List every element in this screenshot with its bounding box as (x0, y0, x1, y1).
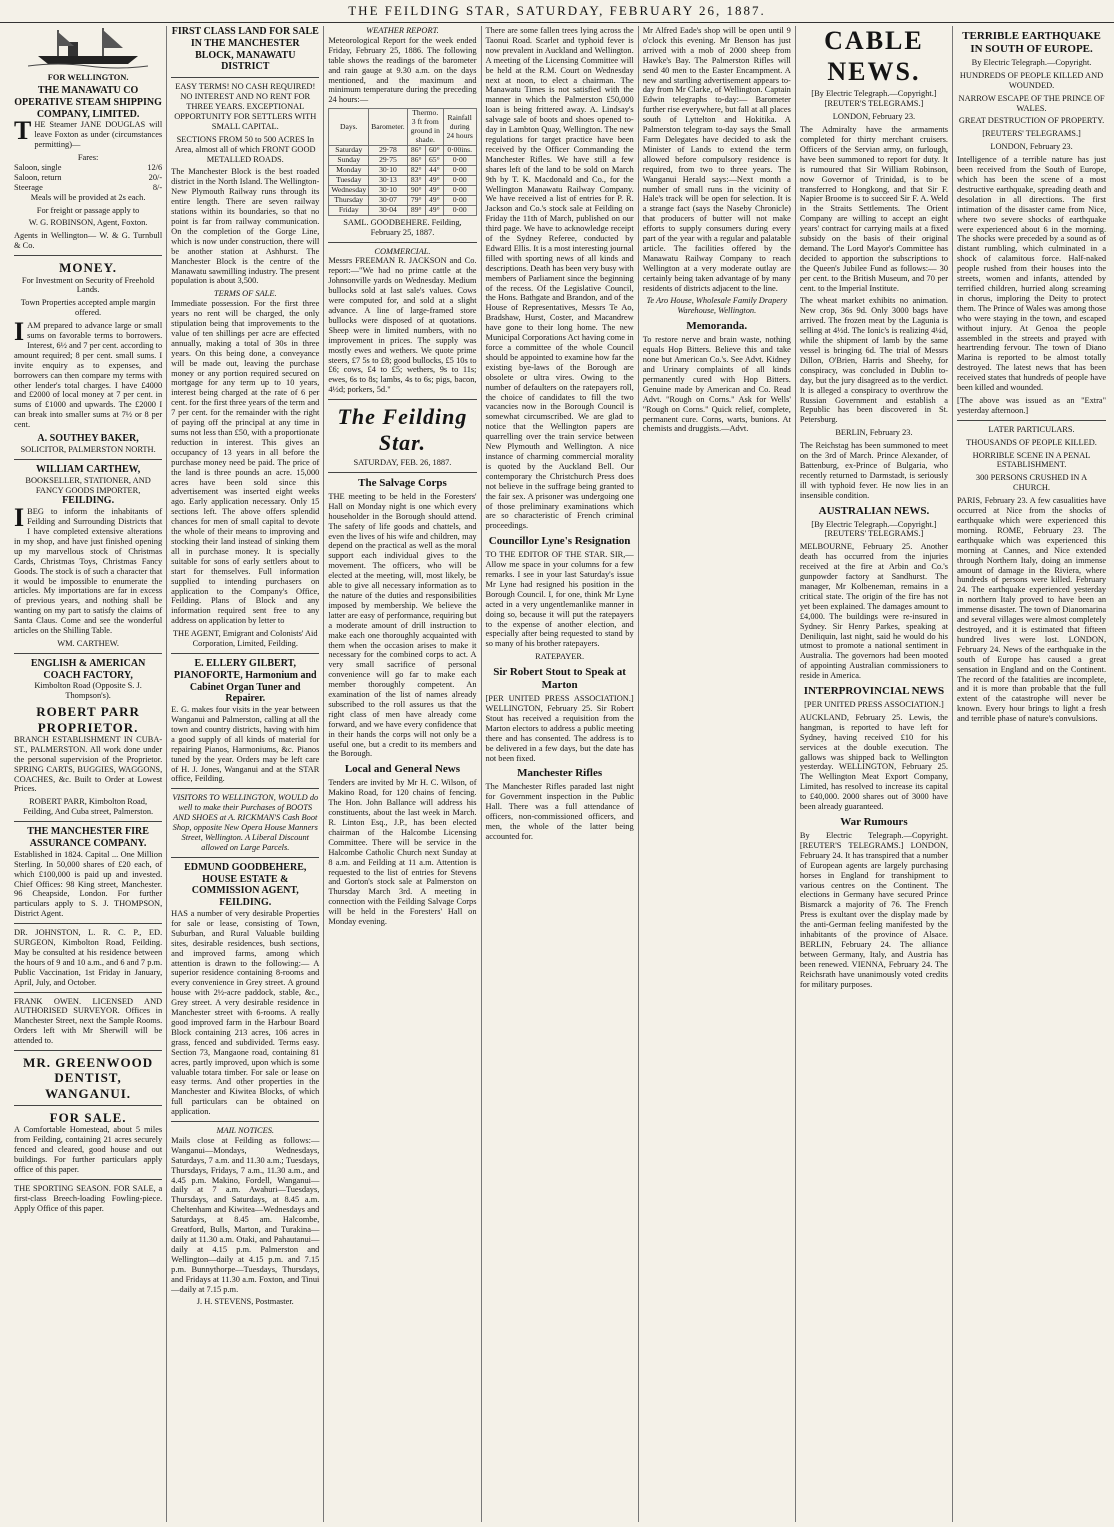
gilbert-heading: E. ELLERY GILBERT, PIANOFORTE, Harmonium and Cabinet Organ Tuner and Repairer. (173, 657, 317, 705)
weather-cell: 30·13 (369, 175, 408, 185)
parr-text: BRANCH ESTABLISHMENT IN CUBA-ST., PALMERSTON. All work done under the personal supervision of the Proprietor. SPRING CARTS, BUGGIES, WAGGONS, COACHES, &c. Built to Order at Lowest Prices. (14, 734, 163, 794)
cable-text: The Admiralty have the armaments completed for thirty merchant cruisers. Officers of the Servian army, on furlough, have been summoned to report for duty. It is rumoured that Sir William Robinson, now Governor of Trinidad, is to be transferred to Hongkong, and that Sir F. Napier Broome is to succeed Sir F. A. Weld in the Straits Settlements. The Orient Company are willing to accept an eight years' contract for carrying mails at a fixed subsidy on the basis of their original demand. The Lord Mayor's Committee has decided to apportion the subscriptions to the Queen's Jubilee Fund as follows:— 30 per cent. to the British Museum, and 70 per cent. to the Imperial Institute. (799, 125, 949, 293)
johnston-ad: DR. JOHNSTON, L. R. C. P., ED. SURGEON, Kimbolton Road, Feilding. May be consulted at his residence between the hours of 9 and 10 a.m., and 6 and 7 p.m. Public Vaccination, 1st Friday in January, April, July, and October. (14, 928, 163, 987)
town-props: Town Properties accepted ample margin offered. (20, 298, 156, 318)
carthew-text: IBEG to inform the inhabitants of Feilding and Surrounding Districts that I have completed extensive alterations in my shop, and have just finished opening up my marvellous stock of Christmas Cards, Christmas Toys, Christmas Fancy Goods. The stock is of such a character that it would be impossible to enumerate the articles. My importations are far in excess of previous years, and nothing shall be wanting on my part to satisfy the claims of Santa Claus. Come and see the wonderful articles on the Shilling Table. (14, 503, 163, 636)
fare-row: Saloon, return 20/- (14, 172, 163, 182)
weather-signature: SAML. GOODBEHERE. Feilding, February 25, 1887. (343, 217, 462, 237)
agent-address: THE AGENT, Emigrant and Colonists' Aid Corporation, Limited, Feilding. (172, 629, 318, 649)
parr-heading: ROBERT PARR PROPRIETOR. (36, 704, 140, 735)
column-2 (167, 26, 324, 1522)
australian-heading: AUSTRALIAN NEWS. (818, 504, 930, 517)
column-1 (10, 26, 167, 1522)
fire-text: Established in 1824. Capital ... One Million Sterling. In 50,000 shares of £20 each, of which £100,000 is paid up and invested. Chief Offices: 98 King street, Manchester. 96 Cheapside, London. For further particulars apply to S. J. THOMPSON, District Agent. (14, 849, 163, 919)
later-deck: THOUSANDS OF PEOPLE KILLED. (966, 437, 1097, 447)
weather-cell: Friday (329, 205, 369, 215)
cable-heading: CABLE NEWS. (824, 26, 924, 86)
greenwood-ad: MR. GREENWOOD DENTIST, WANGANUI. (23, 1055, 154, 1101)
terms-heading: TERMS OF SALE. (213, 289, 277, 299)
weather-rows (329, 146, 476, 216)
weather-cell: 89° (407, 205, 425, 215)
weather-cell: 90° (407, 185, 425, 195)
mail-heading: MAIL NOTICES. (216, 1126, 275, 1136)
ship-icon (14, 26, 162, 70)
sale-text: A Comfortable Homestead, about 5 miles from Feilding, containing 21 acres securely fenced and cleared, good house and out buildings. For further particulars apply office of this paper. (14, 1125, 163, 1175)
weather-cell: 49° (425, 205, 443, 215)
land-heading: FIRST CLASS LAND FOR SALE IN THE MANCHESTER BLOCK, MANAWATU DISTRICT (171, 26, 319, 73)
earthquake-source: [REUTERS' TELEGRAMS.] (982, 129, 1081, 139)
meals-note: Meals will be provided at 2s each. (30, 192, 146, 202)
paper-date: SATURDAY, FEB. 26, 1887. (353, 458, 452, 468)
drop-cap: T (14, 116, 32, 146)
weather-cell: 49° (425, 195, 443, 205)
sale-heading: FOR SALE. (49, 1110, 127, 1126)
weather-row (329, 185, 476, 195)
owen-ad: FRANK OWEN. LICENSED AND AUTHORISED SURVEYOR. Offices in Manchester Street, next the Sample Rooms. Orders left with Mr Sherwill will be attended to. (14, 996, 163, 1046)
salvage-heading: The Salvage Corps (358, 476, 447, 489)
lyne-heading: Councillor Lyne's Resignation (488, 535, 631, 548)
later-text: PARIS, February 23. A few casualities have occurred at Nice from the shocks of earthquake which were experienced this morning. ROME, February 23. The earthquake which was experienced this morning at Cannes, and Nice extended through Northern Italy, doing an immense amount of damage in the Riviera, where hundreds of persons were killed. February 24. The earthquake experienced yesterday in northern Italy proved to have been an immense disaster. The town of Dianomarina and several villages were almost completely destroyed, and it is estimated that fifteen hundred lives were lost. LONDON, February 24. News of the earthquake in the south of Europe has caused a great sensation in England and on the Continent. The record of the fatalities are incomplete, and it is more than probable that the full extent of the catastrophe will never be known. Every hour brings to light a fresh and terrible phase of nature's convulsions. (957, 496, 1107, 724)
later-deck: HORRIBLE SCENE IN A PENAL ESTABLISHMENT. (972, 450, 1091, 470)
weather-cell: 30·10 (369, 165, 408, 175)
weather-cell: 0·00 (443, 205, 476, 215)
feilding-heading: FEILDING. (62, 495, 115, 507)
weather-cell: 0·00 (443, 175, 476, 185)
weather-cell: 60° (425, 146, 443, 156)
column-4 (482, 26, 639, 1522)
weather-cell: 29·78 (369, 146, 408, 156)
agent-name: W. G. ROBINSON, Agent, Foxton. (28, 218, 148, 228)
column-5 (639, 26, 796, 1522)
mail-text: Mails close at Feilding as follows:— Wanganui—Mondays, Wednesdays, Saturdays, 7 a.m. and 11.30 a.m.; Tuesdays, Thursdays, Fridays, 7 a.m., 11.30 a.m., and 4.45 p.m. Makino, Fordell, Wanganui—daily at 7 a.m. Awahuri—Tuesdays, Thursdays, and Saturdays, at 8.45 a.m. Cheltenham and Kiwitea—Wednesdays and Saturdays, at 8.45 am. Halcombe, Greatford, Bulls, Marton, and Turakina—daily at 11.30 a.m. Otaki, and Pahautanui—daily at 4.15 p.m. Palmerston and Wellington—daily at 4.15 p.m. and 7.15 p.m. Bunnythorpe—Tuesdays, Thursdays, and Fridays at 11.30 a.m. Foxton, and Tinui—daily at 7.15 p.m. (171, 1135, 320, 1294)
column-3 (324, 26, 481, 1522)
extra-note: [The above was issued as an "Extra" yesterday afternoon.] (957, 395, 1107, 415)
weather-cell: 0·00 (443, 165, 476, 175)
mail-signature: J. H. STEVENS, Postmaster. (196, 1297, 294, 1307)
freight-note: For freight or passage apply to (36, 205, 140, 215)
weather-cell: 30·07 (369, 195, 408, 205)
interprovincial-sub: [PER UNITED PRESS ASSOCIATION.] (804, 700, 944, 710)
weather-col-therm: Thermo. 3 ft from ground in shade. (407, 109, 443, 146)
land-terms: EASY TERMS! NO CASH REQUIRED! NO INTEREST AND NO RENT FOR THREE YEARS. EXCEPTIONAL OPPORTUNITY FOR SETTLERS WITH SMALL CAPITAL. (174, 82, 317, 131)
weather-cell: 44° (425, 165, 443, 175)
local-heading: Local and General News (344, 763, 461, 776)
column-6 (796, 26, 953, 1522)
lyne-signature: RATEPAYER. (535, 652, 585, 662)
sporting-ad: THE SPORTING SEASON. FOR SALE, a first-class Breech-loading Fowling-piece. Apply Office of this paper. (14, 1183, 163, 1213)
weather-cell: 49° (425, 175, 443, 185)
cable-dateline: LONDON, February 23. (832, 112, 916, 122)
weather-cell: 0·00 (443, 185, 476, 195)
weather-cell: 30·10 (369, 185, 408, 195)
earthquake-text: Intelligence of a terrible nature has just been received from the South of Europe, which has been the scene of a most destructive earthquake, spreading death and desolation in all directions. The first intimation of the disaster came from Nice, where two severe shocks of earthquake were experienced about 6 in the morning. The shocks were preceded by a sound as of distant rumbling, which culminated in a shock of calamitous force. Half-naked people rushed from their houses into the streets, women and infants, attended by terrified children, hurried along screaming in chorus, imploring the Deity to protect them. The Prince of Wales was among those who were staying in the town, and escaped without injury. At Genoa the people assembled in the streets and prayed with heartrending fervour. The town of Diano Marina is reported to be almost totally destroyed. The latest news that has been received states that hundreds of people have been killed and wounded. (957, 155, 1107, 393)
stout-text: [PER UNITED PRESS ASSOCIATION.] WELLINGTON, February 25. Sir Robert Stout has received a requisition from the Marton electors to address a public meeting there and has consented. The address is to be delivered in a few days, but the date has not been fixed. (485, 694, 634, 763)
memoranda-text: To restore nerve and brain waste, nothing equals Hop Bitters. Believe this and take none but American Co.'s. See Advt. Kidney and Urinary complaints of all kinds permanently cured with Hop Bitters. Genuine made by American and Co. Read Advt. "Rough on Corns." Ask for Wells' "Rough on Corns." Quick relief, complete, permanent cure. Corns, warts, bunions. At chemists and druggists.—Advt. (642, 335, 791, 434)
loan-text: IAM prepared to advance large or small sums on favorable terms to borrowers. Interest, 6½ and 7 per cent. according to amount required; 8 per cent. small sums. I invite enquiry as to expenses, and borrowers can then compare my terms with other lender's total charges. I have £4000 and £2000 of local money at 7 per cent. in sums of £1000 and upwards. The £2000 I can break into smaller sums at 7½ or 8 per cent. (14, 317, 163, 430)
land-sections: SECTIONS FROM 50 to 500 ACRES In Area, almost all of which FRONT GOOD METALLED ROADS. (174, 134, 316, 164)
steamer-text: THE Steamer JANE DOUGLAS will leave Foxton as under (circumstances permitting)— (14, 116, 163, 150)
ship-caption: FOR WELLINGTON. (47, 73, 129, 82)
terms-text: Immediate possession. For the first three years no rent will be charged, the only stipulation being that improvements to the value of ten shillings per acre are effected annually, making a total of 30s in three years. On this being done, a conveyance will be made out, leaving the purchase money or any portion required secured on mortgage for any term up to 10 years, interest being charged at the rate of 6 per cent. for the first three years of the term and 7 per cent. for the remainder with the right of paying off the principal at any time in sums not less than £50, with a proportionate reduction in interest. This gives an occupancy of 13 years in all before the purchase money need be paid. The price of the land is three pounds an acre. 15,000 acres have been sold since this advertisement was inserted eight weeks ago. Early application necessary. Only 15 sections left. The above offers splendid chances for men of small capital to devote the whole of their means to improving and stocking their land instead of sinking them all in purchase money. It is specially suitable for sons of early settlers about to start for themselves. Full information supplied to intending purchasers on application to the Company's Office, Feilding. Plans of Block and any information required sent free to any address on application by letter to (171, 299, 320, 626)
coach-heading: ENGLISH & AMERICAN COACH FACTORY, (30, 657, 146, 681)
interprovincial-text: AUCKLAND, February 25. Lewis, the hangman, is reported to have left for Sydney, having received £10 for his services at the double execution. The gallows was shipped back to Wellington yesterday. WELLINGTON, February 25. The Wellington Meat Export Company, Limited, has resolved to increase its capital to £40,000. 2000 shares out of 3000 have been already guaranteed. (799, 712, 949, 812)
fares-list (14, 163, 162, 193)
parr-signature: ROBERT PARR, Kimbolton Road, Feilding, And Cuba street, Palmerston. (23, 797, 154, 817)
weather-cell: Thursday (329, 195, 369, 205)
commercial-text: Messrs FREEMAN R. JACKSON and Co. report:—"We had no prime cattle at the Johnsonville yards on Wednesday. Medium bullocks sold at last sale's values. Cows were computed for, and sold at a slight advance. A line of large-framed store bullocks were disposed of at quotations. Sheep were in limited numbers, with no improvement in prices. The supply was mostly ewes and wethers. We quote prime steers, £7 5s to £8; good bullocks, £5 10s to £6; cows, £4 to £5; wethers, 9s to 11s; ewes, 6s to 8s; lambs, 4s to 6s; pigs, bacon, 4½d; porkers, 5d." (328, 256, 477, 395)
cable-text: The Reichstag has been summoned to meet on the 3rd of March. Prince Alexander, of Battenburg, ex-Prince of Bulgaria, who recently returned to Darmstadt, is seriously ill with typhoid fever. He now lies in an insensible condition. (799, 441, 949, 500)
money-heading: MONEY. (59, 260, 118, 276)
cable-dateline: BERLIN, February 23. (835, 428, 913, 438)
weather-col-days: Days. (329, 109, 369, 146)
earthquake-deck: GREAT DESTRUCTION OF PROPERTY. (958, 116, 1105, 126)
baker-title: SOLICITOR, PALMERSTON NORTH. (20, 444, 156, 454)
news-text: There are some fallen trees lying across the Taonui Road. Scarlet and typhoid fever is now prevalent in Auckland and Wellington. A meeting of the Licensing Committee will be held at the R.M. Court on Wednesday next at noon, to elect a chairman. The Manawatu Times is not satisfied with the manner in which the Palmerston £50,000 loan is being frittered away. A. Lindsay's salvage sale of boots and shoes opened to-day in Lambton Quay, Wellington. The new regulations for target practice have been received by the Officer Commanding the Manchester Rifles. We have still a few shares left of the land to be sold on March 9th by T. K. Macdonald and Co., for the Wellington Manawatu Railway Company. We have received a list of entries for P. R. Jackson and Co.'s stock sale at Feilding on Friday the 11th of March, published on our third page. We have to acknowledge receipt of the Sydney Referee, conducted by Edward Ellis. It is a most interesting journal filled with sporting news of all kinds and descriptions. Death has been very busy with members of Parliament since the beginning of the recess. Of the Legislative Council, the Hons. Bathgate and Brandon, and of the House of Representatives, Messrs Te Ao, Bradshaw, Hurst, Coster, and Macandrew have gone to their long home. The new Municipal Corporations Act having come in force a committee of the whole Council should be appointed to examine how far the existing bye-laws of the Borough are obsolete or ultra vires. Owing to the number of defaulters on the ratepayers roll, the choice of candidates to fill the two vacancies now in the Borough Council is somewhat circumscribed. We are glad to notice that the Wellington papers are quarrelling over the train service between New Plymouth and Wellington. A nice instance of charming commercial morality is quoted by the Auckland Bell. Our contemporary the Christchurch Press does not believe in the suffrage being granted to the fair sex. A prisoner was undergoing one of those preliminary examinations which are so characteristic of French criminal proceedings. (485, 26, 634, 531)
local-text: Tenders are invited by Mr H. C. Wilson, of Makino Road, for 120 chains of fencing. The Hon. John Ballance will address his constituents, about the last week in March. R. Linton Esq., J.P., has been elected chairman of the Halcombe Licensing Committee. There will be service in the Halcombe Catholic Church next Sunday at 8 a.m. and Feilding at 11 a.m. Attention is requested to the list of entries for Stevens and Gorton's stock sale at Palmerston on Thursday March 3rd. A meeting in connection with the Feilding Salvage Corps will be held in the Foresters' Hall on Monday evening. (328, 778, 477, 927)
interprovincial-heading: INTERPROVINCIAL NEWS (803, 685, 945, 698)
money-sub: For Investment on Security of Freehold Lands. (21, 275, 155, 295)
paper-title: The Feilding Star. (337, 404, 468, 456)
visitors-ad: VISITORS TO WELLINGTON, WOULD do well to make their Purchases of BOOTS AND SHOES at A. RICKMAN'S Cash Boot Shop, opposite New Opera House Manners Street, Wellington. A Liberal Discount allowed on Large Parcels. (172, 793, 319, 852)
weather-row (329, 175, 476, 185)
weather-cell: Wednesday (329, 185, 369, 195)
weather-cell: 83° (407, 175, 425, 185)
earthquake-deck: NARROW ESCAPE OF THE PRINCE OF WALES. (958, 93, 1105, 113)
carthew-title: BOOKSELLER, STATIONER, AND FANCY GOODS IMPORTER, (25, 475, 151, 495)
war-heading: War Rumours (840, 816, 908, 828)
carthew-signature: WM. CARTHEW. (57, 638, 119, 648)
goodbehere-heading: EDMUND GOODBEHERE, HOUSE ESTATE & COMMISSION AGENT, FEILDING. (184, 861, 307, 909)
memoranda-heading: Memoranda. (686, 320, 748, 333)
weather-intro: Meteorological Report for the week ended Friday, February 25, 1886. The following table shows the readings of the barometer and rain gauge at 9.30 a.m. on the days mentioned, and the maximum and minimum temperature during the preceding 24 hours:— (328, 35, 477, 105)
weather-cell: 0·00 (443, 195, 476, 205)
weather-cell: Monday (329, 165, 369, 175)
earthquake-heading: TERRIBLE EARTHQUAKE IN SOUTH OF EUROPE. (962, 30, 1101, 55)
fare-row: Saloon, single 12/6 (14, 162, 163, 172)
land-body: The Manchester Block is the best roaded district in the North Island. The Wellington-New Plymouth Railway runs through its entire length. There are seven railway stations within its boundaries, so that no point is far from railway communication. On the completion of the Gorge Line, which is now under construction, there will be another station at Ashhurst. The Manchester Block is the centre of the Manawatu sawmilling industry. The present population is about 3,500. (171, 167, 320, 286)
cable-text: The wheat market exhibits no animation. New crop, 36s 9d. Only 3000 bags have arrived. The frozen meat by the Lagunia is selling at 4½d. The Ionic's is realizing 4¼d, while the shipment of lamb by the same vessel is bringing 6d. The trial of Messrs Dillon, O'Brien, Harris and Sheehy, for conspiracy, was concluded in Dublin to-day, but the jury disagreed as to the verdict. It is alleged a conspiracy to overthrow the Russian Government and establish a Republic has been discovered in St. Petersburg. (799, 296, 949, 425)
weather-cell: 79° (407, 195, 425, 205)
weather-cell: 0·00 (443, 156, 476, 166)
agents-wellington: Agents in Wellington— W. & G. Turnbull & Co. (14, 231, 163, 251)
weather-cell: 0·00ins. (443, 146, 476, 156)
weather-row (329, 195, 476, 205)
fire-heading: THE MANCHESTER FIRE ASSURANCE COMPANY. (27, 826, 149, 849)
weather-row (329, 146, 476, 156)
weather-cell: 82° (407, 165, 425, 175)
baker-name: A. SOUTHEY BAKER, (37, 433, 139, 445)
fare-row: Steerage 8/- (14, 182, 163, 192)
war-text: By Electric Telegraph.—Copyright. [REUTER'S TELEGRAMS.] LONDON, February 24. It has transpired that a number of European agents are largely purchasing horses in England for transhipment to various centres on the Continent. The elections in Germany have secured Prince Bismarck a majority of 76. The French Press is exultant over the display made by the anti-German feeling manifested by the inhabitants of the province of Alsace. BERLIN, February 24. The alliance between Germany, Italy, and Austria has been renewed. VIENNA, February 24. The Reichsrath have unanimously voted credits for military purposes. (799, 830, 949, 989)
weather-cell: Tuesday (329, 175, 369, 185)
weather-cell: 29·75 (369, 156, 408, 166)
company-name: THE MANAWATU CO OPERATIVE STEAM SHIPPING COMPANY, LIMITED. (14, 84, 162, 120)
weather-table (328, 108, 476, 215)
coach-sub: Kimbolton Road (Opposite S. J. Thompson's). (34, 681, 142, 701)
later-deck: 300 PERSONS CRUSHED IN A CHURCH. (975, 473, 1088, 493)
te-aro-ad: Te Aro House, Wholesale Family Drapery Warehouse, Wellington. (646, 296, 788, 316)
weather-row (329, 156, 476, 166)
lyne-text: TO THE EDITOR OF THE STAR. SIR,—Allow me space in your columns for a few remarks. I see in your last Saturday's issue Mr Lyne had resigned his position in the Borough Council. I, for one, think Mr Lyne acted in a very ungentlemanlike manner in doing so, because it will put the ratepayers to the expense of another election, and especially after being requested to stand by so many of his brother ratepayers. (485, 550, 634, 649)
weather-cell: 86° (407, 156, 425, 166)
weather-heading: WEATHER REPORT. (366, 26, 439, 35)
weather-cell: 30·04 (369, 205, 408, 215)
gilbert-text: E. G. makes four visits in the year between Wanganui and Palmerston, calling at all the town and country districts, having with him a good supply of all kinds of material for repairing Pianos, Harmoniums, &c. Pianos tuned by the year. Orders may be left care of H. J. Jones, Wanganui and at the STAR office, Feilding. (171, 705, 320, 784)
weather-cell: 65° (425, 156, 443, 166)
column-7 (953, 26, 1110, 1522)
masthead: THE FEILDING STAR, SATURDAY, FEBRUARY 26, 1887. (0, 0, 1114, 23)
weather-row (329, 165, 476, 175)
stout-heading: Sir Robert Stout to Speak at Marton (493, 666, 626, 692)
commercial-heading: COMMERCIAL. (374, 246, 431, 256)
earthquake-sub: By Electric Telegraph.—Copyright. (971, 57, 1092, 67)
carthew-name: WILLIAM CARTHEW, (35, 463, 141, 475)
earthquake-dateline: LONDON, February 23. (990, 142, 1073, 152)
weather-row (329, 205, 476, 215)
weather-cell: Sunday (329, 156, 369, 166)
weather-cell: Saturday (329, 146, 369, 156)
australian-text: MELBOURNE, February 25. Another death has occurred from the injuries received at the fire at Arbin and Co.'s gunpowder factory at Sandhurst. The manager, Mr Kolbeneman, remains in a critical state. The origin of the fire has not yet been explained. The damages amount to £4,000. The buildings were re-insured in Sydney. Sir Henry Parkes, speaking at Deniliquin, last night, said he would do his utmost to promote a national sentiment in Australia. The governors had been mooted of appointing Australian commissioners to reside in America. (799, 542, 949, 681)
rifles-text: The Manchester Rifles paraded last night for Government inspection in the Public Hall. There was a full attendance of officers, non-commissioned officers, and men, the whole of the latter being accounted for. (485, 782, 634, 841)
earthquake-deck: HUNDREDS OF PEOPLE KILLED AND WOUNDED. (959, 70, 1104, 90)
rifles-heading: Manchester Rifles (517, 767, 603, 780)
later-heading: LATER PARTICULARS. (988, 424, 1075, 434)
fares-title: Fares: (77, 153, 99, 163)
weather-col-rain: Rainfall during 24 hours (443, 109, 476, 146)
columns (10, 26, 1110, 1522)
salvage-text: THE meeting to be held in the Foresters' Hall on Monday night is one which every householder in the Borough should attend. The safety of life goods and chattels, and even the lives of his wife and children, may depend on the practical as well as the moral support each individual gives to the movement. The officers, who will be elected at the meeting, will, most likely, be able to give all necessary information as to the nature of the duties and responsibilities imposed by membership. We believe the latter are easy of performance, requiring but a moderate amount of drill instruction to make each one thoroughly acquainted with them when the occasion arises to make it necessary for the combined corps to act. A very small sacrifice of personal convenience will go far to make each member thoroughly competent. An examination of the list of names already subscribed to the roll assures us that the right class of men have already come forward, and we have every confidence that in their hands the corps will not only be a useful one, but a credit to its members and the Borough. (328, 491, 477, 759)
cable-sub: [By Electric Telegraph.—Copyright.] [REUTER'S TELEGRAMS.] (811, 89, 937, 109)
weather-cell: 49° (425, 185, 443, 195)
goodbehere-text: HAS a number of very desirable Properties for sale or lease, consisting of Town, Suburban, and Rural Valuable building sites, desirable residences, bush sections, and improved farms, among which attention is drawn to the following:— A superior residence containing 8-rooms and every convenience in Grey street. A ground house with 2½-acre paddock, stable, &c., Grey street. A very desirable residence in Manchester street with 6-rooms. A really good improved farm in the Harbour Board Block containing 213 acres, 106 acres in grass, fenced and subdivided. Terms easy. Section 73, Mangaone road, containing 81 acres, partly improved, upon which is some valuable totara timber. For sale or lease on easy terms. And other properties in the Manchester and Kiwitea Blocks, of which full particulars can be obtained on application. (171, 909, 320, 1117)
weather-cell: 86° (407, 146, 425, 156)
australian-sub: [By Electric Telegraph.—Copyright.] [REUTERS' TELEGRAMS.] (811, 519, 937, 539)
weather-col-baro: Barometer. (369, 109, 408, 146)
news-text: Mr Alfred Eade's shop will be open until 9 o'clock this evening. Mr Benson has just arrived with a mob of 2000 sheep from Hawke's Bay. The Palmerston Rifles will send 40 men to the Easter Encampment. A new and startling advertisement appears to-day from Mr Clarke, of Wellington. Captain Edwin telegraphs to-day:— Barometer further rise everywhere, but fall at all places south of Lyttelton and Hokitika. A Palmerston telegram to-day says the Small Farm Delegates have decided to ask the Minister of Lands to extend the term allowed before compulsory residence is required, from two to three years. The Wanganui Herald says:—Next month a number of small runs in the vicinity of Hale's track will be open for selection. It is a strange fact (says the Naseby Chronicle) that producers of butter will not make efforts to supply consumers during every part of the year with a regular and palatable article. The facilities offered by the Manawatu Railway Company to reach Wellington at a very moderate outlay are certainly being taken advantage of by many residents of districts adjacent to the line. (642, 26, 791, 293)
